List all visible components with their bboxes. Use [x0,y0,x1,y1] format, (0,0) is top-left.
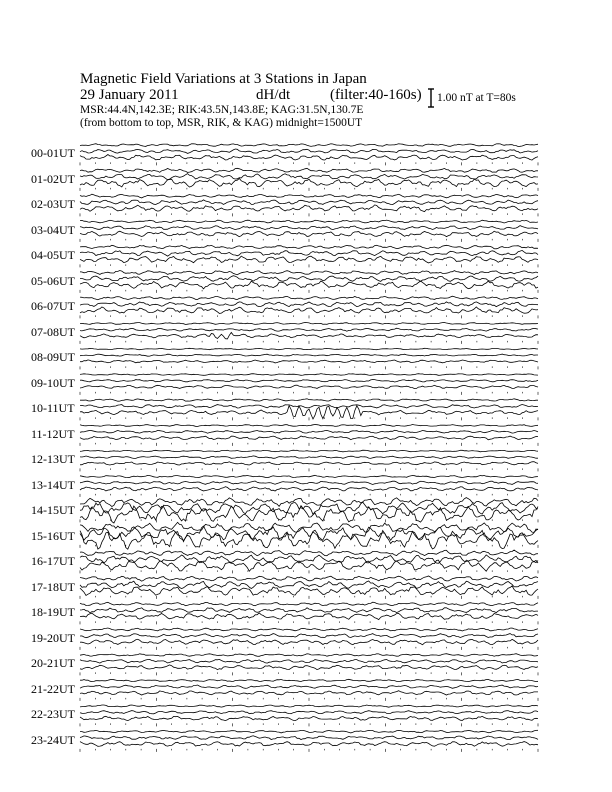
trace-kag [80,271,538,275]
date-label: 29 January 2011 [80,87,179,103]
order-line: (from bottom to top, MSR, RIK, & KAG) midnight=1500UT [80,117,363,129]
trace-kag [80,602,538,606]
trace-kag [80,628,538,631]
minute-ticks [80,647,538,650]
minute-ticks [80,519,538,522]
minute-ticks [80,698,538,701]
trace-msr [80,716,538,720]
trace-rik [80,456,538,459]
trace-msr [80,360,538,363]
trace-msr [80,385,538,388]
trace-kag [80,522,538,532]
trace-kag [80,144,538,147]
trace-rik [80,659,538,663]
hour-label: 19-20UT [31,630,75,645]
trace-kag [80,730,538,733]
trace-kag [80,550,538,556]
hour-label: 16-17UT [31,554,75,568]
trace-msr [80,256,538,263]
trace-kag [80,475,538,477]
trace-kag [80,425,538,427]
scale-bar-label: 1.00 nT at T=80s [437,92,516,104]
hour-label: 08-09UT [31,350,75,364]
hour-label: 02-03UT [31,197,75,211]
minute-ticks [80,570,538,573]
hour-label: 22-23UT [31,707,75,721]
trace-rik [80,526,538,541]
trace-kag [80,679,538,681]
trace-msr [80,560,538,571]
trace-rik [80,634,538,638]
minute-ticks [80,723,538,726]
minute-ticks [80,264,538,267]
trace-kag [80,498,538,507]
trace-rik [80,226,538,230]
trace-rik [80,354,538,356]
trace-kag [80,576,538,581]
hour-label: 05-06UT [31,273,75,288]
trace-rik [80,276,538,282]
hour-label: 09-10UT [31,375,75,390]
trace-msr [80,436,538,440]
trace-rik [80,149,538,153]
chart-title: Magnetic Field Variations at 3 Stations in Japan [80,71,367,87]
minute-ticks [80,392,538,395]
minute-ticks [80,621,538,624]
scale-bar [428,89,434,107]
minute-ticks [80,672,538,675]
hour-label: 00-01UT [31,146,75,160]
quantity-label: dH/dt [256,87,291,103]
minute-ticks [80,417,538,420]
trace-msr [80,332,538,339]
trace-msr [80,205,538,212]
minute-ticks [80,162,538,165]
trace-msr [80,307,538,314]
trace-kag [80,194,538,198]
trace-kag [80,348,538,349]
hour-label: 23-24UT [31,732,75,747]
minute-ticks [80,315,538,318]
trace-kag [80,399,538,401]
trace-kag [80,654,538,657]
trace-rik [80,711,538,714]
minute-ticks [80,213,538,216]
trace-msr [80,613,538,620]
minute-ticks [80,188,538,191]
stations-line: MSR:44.4N,142.3E; RIK:43.5N,143.8E; KAG:31.5N,130.7E [80,104,364,116]
trace-rik [80,405,538,409]
trace-rik [80,736,538,740]
trace-rik [80,581,538,589]
trace-rik [80,200,538,205]
trace-kag [80,450,538,452]
minute-ticks [80,545,538,548]
hour-label: 01-02UT [31,171,75,186]
trace-kag [80,705,538,707]
hour-label: 12-13UT [31,452,75,466]
trace-kag [80,220,538,223]
filter-label: (filter:40-160s) [330,87,422,103]
hour-label: 14-15UT [31,503,75,517]
trace-msr [80,231,538,237]
trace-msr [80,487,538,491]
trace-msr [80,639,538,645]
hour-label: 07-08UT [31,324,75,339]
hour-label: 10-11UT [31,401,75,415]
hour-label: 21-22UT [31,681,75,696]
trace-kag [80,168,538,172]
trace-rik [80,380,538,383]
trace-msr [80,462,538,465]
minute-ticks [80,239,538,242]
hour-label: 03-04UT [31,222,75,237]
trace-rik [80,302,538,307]
hour-label: 11-12UT [31,426,75,441]
trace-rik [80,685,538,688]
trace-msr [80,586,538,596]
minute-ticks [80,596,538,599]
minute-ticks [80,494,538,497]
hour-label: 15-16UT [31,528,75,543]
trace-kag [80,374,538,376]
hour-label: 17-18UT [31,579,75,594]
hour-label: 20-21UT [31,656,75,670]
minute-ticks [80,366,538,369]
hour-label: 06-07UT [31,299,75,313]
minute-ticks [80,341,538,344]
trace-kag [80,245,538,249]
trace-msr [80,179,538,188]
minute-ticks [80,443,538,446]
traces-group [80,144,538,752]
minute-ticks [80,749,538,752]
trace-kag [80,296,538,300]
trace-rik [80,250,538,256]
trace-msr [80,742,538,747]
trace-msr [80,691,538,695]
trace-msr [80,281,538,289]
trace-rik [80,430,538,433]
hour-label: 04-05UT [31,248,75,262]
trace-rik [80,481,538,485]
trace-rik [80,328,538,331]
hour-label: 18-19UT [31,605,75,619]
hour-label: 13-14UT [31,477,75,492]
trace-msr [80,155,538,161]
minute-ticks [80,290,538,293]
trace-rik [80,608,538,613]
trace-kag [80,323,538,325]
minute-ticks [80,468,538,471]
trace-msr [80,665,538,670]
